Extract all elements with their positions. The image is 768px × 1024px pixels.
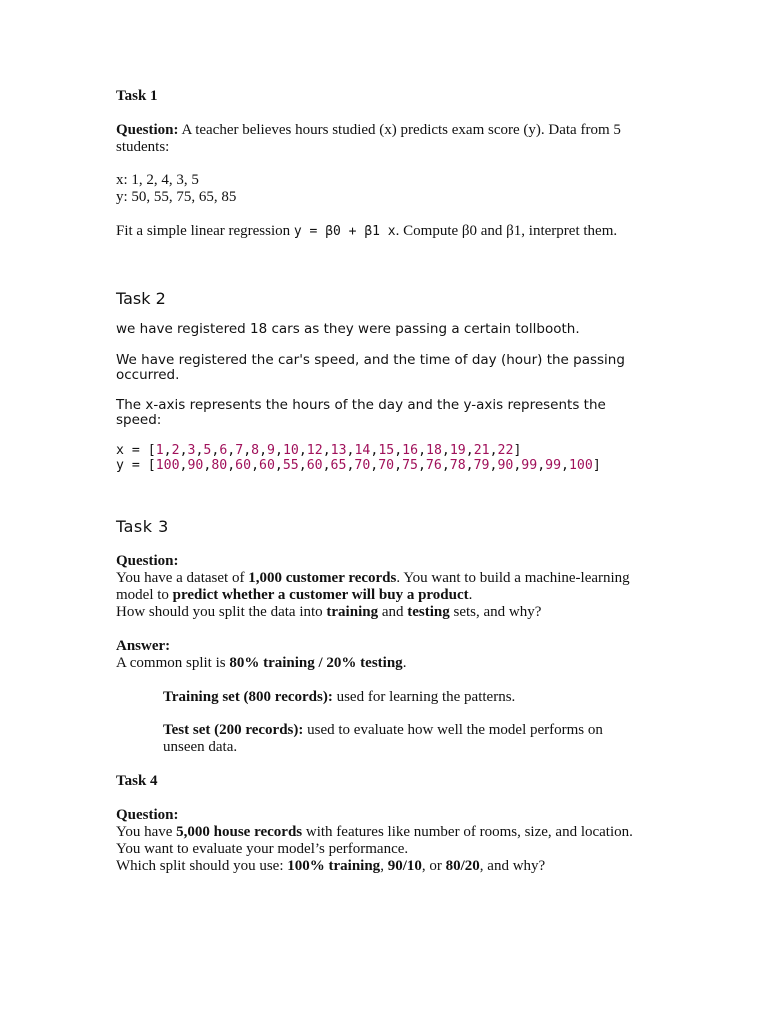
task3-heading: Task 3	[116, 517, 169, 536]
array-separator: ,	[203, 458, 212, 473]
array-separator: ,	[441, 443, 450, 458]
array-separator: ,	[163, 443, 172, 458]
y-value: 70	[378, 458, 395, 473]
y-value: 60	[259, 458, 275, 473]
y-value: 100	[155, 458, 180, 473]
x-value: 16	[402, 443, 419, 458]
array-separator: ,	[251, 458, 260, 473]
y-value: 90	[187, 458, 204, 473]
regression-formula: y = β0 + β1 x	[293, 224, 396, 239]
task1-question: Question: A teacher believes hours studied (x) predicts exam score (y). Data from 5 students:	[116, 122, 621, 155]
y-value: 99	[521, 458, 538, 473]
x-value: 6	[219, 443, 228, 458]
y-value: 75	[402, 458, 418, 473]
array-separator: ,	[418, 443, 427, 458]
y-array-values	[156, 458, 593, 473]
task2-paragraph-2: We have registered the car's speed, and the time of day (hour) the passing occurred.	[116, 352, 625, 383]
x-value: 2	[171, 443, 180, 458]
task3-answer: A common split is 80% training / 20% testing.	[116, 655, 407, 671]
y-value: 78	[449, 458, 466, 473]
task3-question: You have a dataset of 1,000 customer records. You want to build a machine-learning model to predict whether a customer will buy a product. How should you split the data into training and testing sets, and why?	[116, 570, 630, 620]
array-separator: ,	[322, 458, 331, 473]
y-value: 100	[568, 458, 593, 473]
y-value: 65	[330, 458, 347, 473]
array-separator: ,	[227, 458, 236, 473]
x-value: 19	[449, 443, 466, 458]
task1-x-data: x: 1, 2, 4, 3, 5	[116, 172, 199, 188]
y-value: 60	[235, 458, 252, 473]
x-value: 8	[251, 443, 260, 458]
array-separator: ,	[195, 443, 204, 458]
array-separator: ,	[394, 443, 403, 458]
x-value: 3	[187, 443, 196, 458]
task3-question-label: Question:	[116, 553, 179, 569]
y-value: 76	[425, 458, 442, 473]
x-value: 9	[267, 443, 275, 458]
array-separator: ,	[298, 443, 307, 458]
array-separator: ,	[346, 443, 355, 458]
x-value: 21	[473, 443, 490, 458]
task1-y-data: y: 50, 55, 75, 65, 85	[116, 189, 237, 205]
array-separator: ,	[259, 443, 268, 458]
task2-heading: Task 2	[116, 289, 166, 308]
x-value: 15	[378, 443, 395, 458]
array-separator: ,	[561, 458, 569, 473]
y-value: 90	[497, 458, 514, 473]
array-separator: ,	[537, 458, 546, 473]
array-separator: ,	[370, 458, 379, 473]
array-separator: ,	[227, 443, 236, 458]
y-value: 80	[211, 458, 228, 473]
task1-heading: Task 1	[116, 88, 158, 104]
array-separator: ,	[489, 443, 498, 458]
x-array-values	[156, 443, 514, 458]
task3-training-set: Training set (800 records): used for learning the patterns.	[163, 689, 516, 705]
y-value: 99	[545, 458, 562, 473]
array-separator: ,	[275, 443, 283, 458]
task4-question: You have 5,000 house records with features like number of rooms, size, and location. You want to evaluate your model’s performance. Which split should you use: 100% training, 90/10, or 80/20, and why?	[116, 824, 633, 874]
x-value: 7	[235, 443, 244, 458]
array-separator: ,	[370, 443, 379, 458]
task1-instruction: Fit a simple linear regression y = β0 + β1 x. Compute β0 and β1, interpret them.	[116, 223, 618, 239]
array-separator: ,	[465, 458, 474, 473]
task3-answer-label: Answer:	[116, 638, 171, 654]
array-separator: ,	[417, 458, 426, 473]
task2-paragraph-3: The x-axis represents the hours of the day and the y-axis represents the speed:	[116, 397, 606, 428]
task2-x-array: x = [1,2,3,5,6,7,8,9,10,12,13,14,15,16,18,19,21,22]	[116, 443, 522, 458]
x-value: 5	[203, 443, 212, 458]
array-separator: ,	[179, 458, 188, 473]
y-value: 70	[354, 458, 371, 473]
task2-y-array: y = [100,90,80,60,60,55,60,65,70,70,75,76,78,79,90,99,99,100]	[116, 458, 601, 473]
array-separator: ,	[298, 458, 307, 473]
x-value: 14	[354, 443, 371, 458]
y-value: 60	[306, 458, 323, 473]
task2-paragraph-1: we have registered 18 cars as they were passing a certain tollbooth.	[116, 321, 580, 337]
array-separator: ,	[243, 443, 252, 458]
array-separator: ,	[441, 458, 450, 473]
array-separator: ,	[274, 458, 283, 473]
y-value: 79	[473, 458, 490, 473]
array-separator: ,	[211, 443, 220, 458]
x-value: 13	[330, 443, 347, 458]
array-separator: ,	[322, 443, 331, 458]
array-separator: ,	[489, 458, 498, 473]
x-value: 18	[426, 443, 442, 458]
task4-question-label: Question:	[116, 807, 179, 823]
array-separator: ,	[346, 458, 355, 473]
array-separator: ,	[179, 443, 188, 458]
task4-heading: Task 4	[116, 773, 158, 789]
x-value: 12	[306, 443, 323, 458]
array-separator: ,	[394, 458, 403, 473]
x-value: 1	[155, 443, 164, 458]
x-value: 10	[282, 443, 299, 458]
x-value: 22	[497, 443, 514, 458]
task3-test-set: Test set (200 records): used to evaluate how well the model performs on unseen data.	[163, 722, 603, 755]
array-separator: ,	[465, 443, 474, 458]
array-separator: ,	[513, 458, 522, 473]
y-value: 55	[282, 458, 299, 473]
